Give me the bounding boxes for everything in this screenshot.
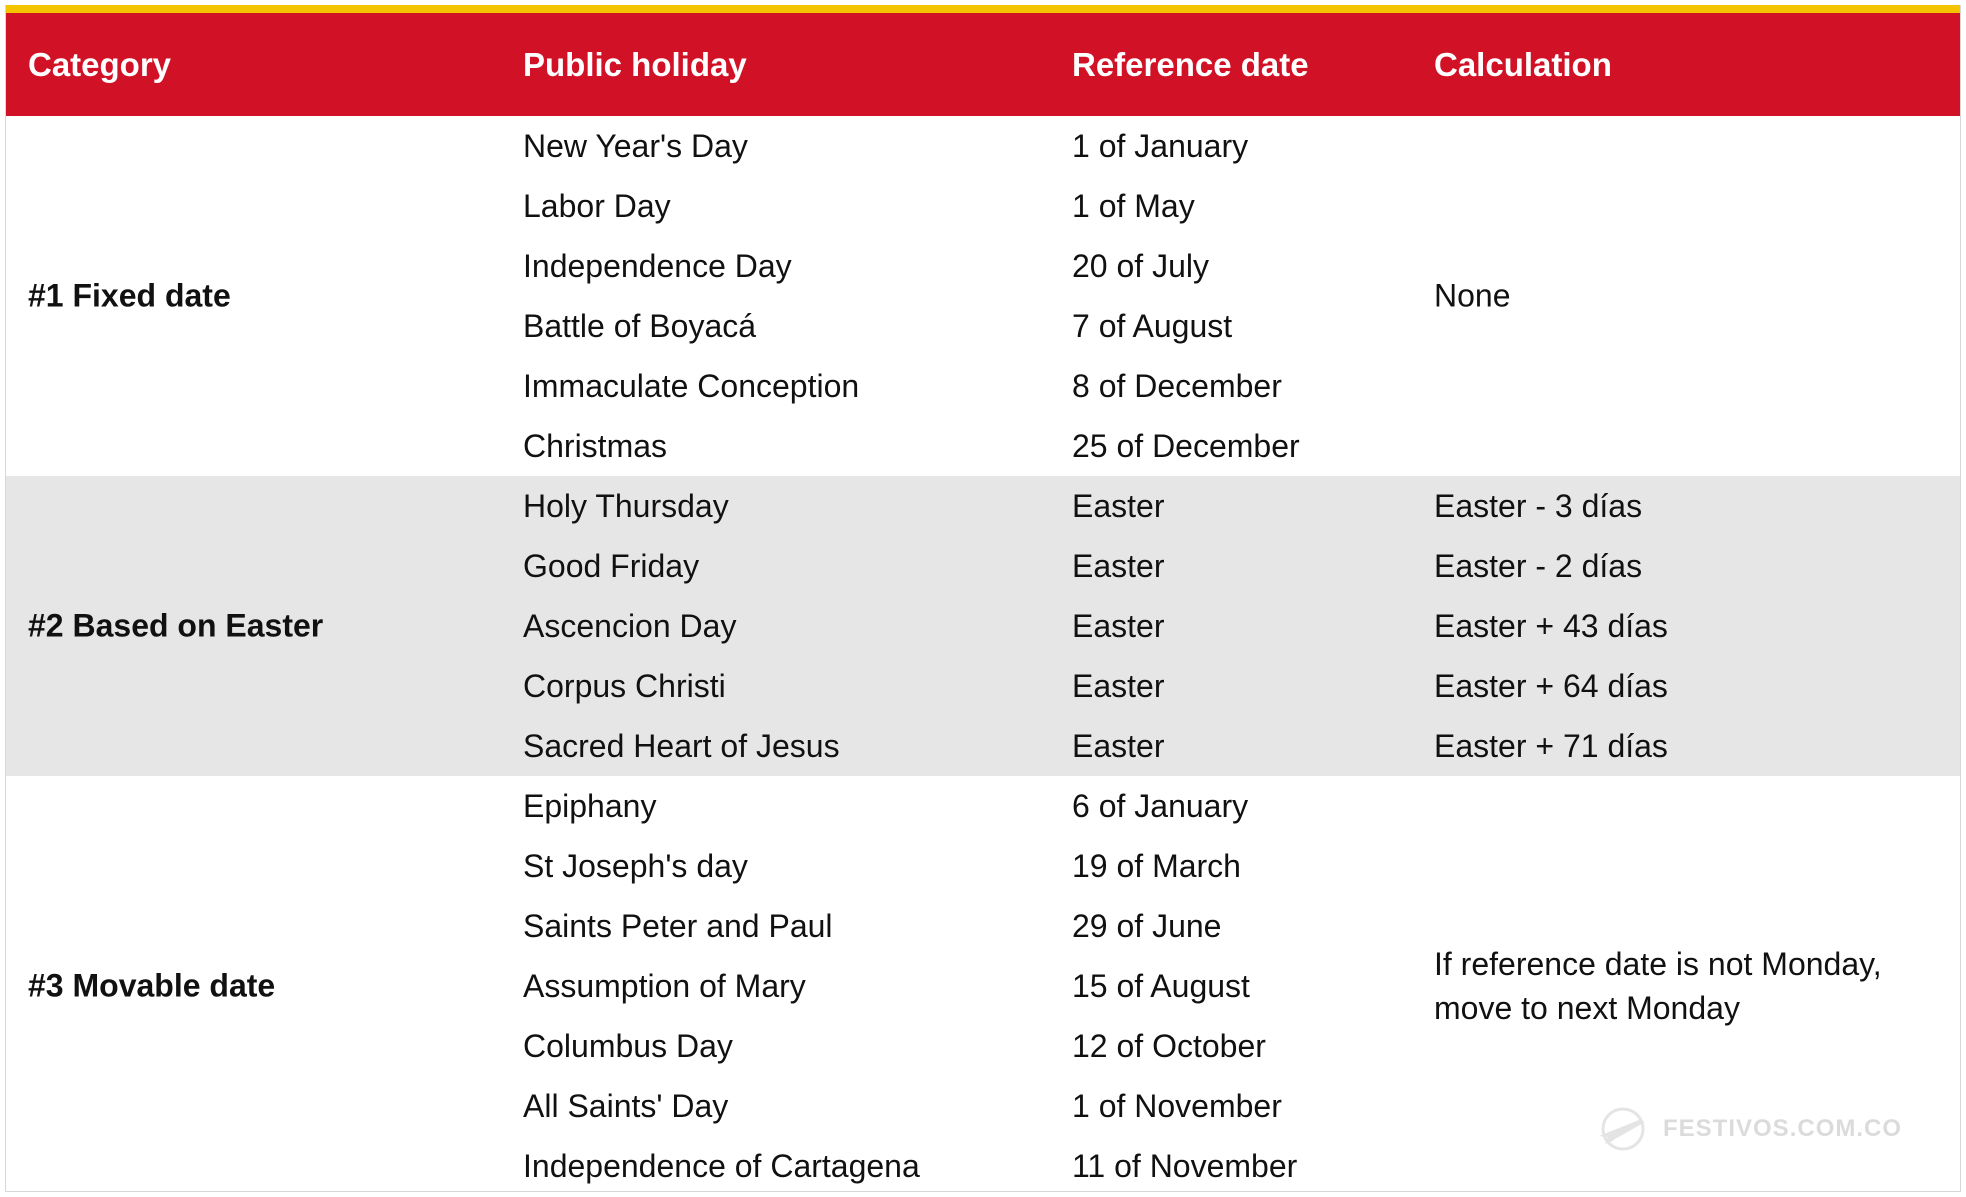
calculation-line: If reference date is not Monday, xyxy=(1434,946,1882,982)
table-row xyxy=(6,956,1960,1016)
holiday-cell: Battle of Boyacá xyxy=(523,308,757,344)
reference-cell: 6 of January xyxy=(1072,788,1249,824)
table-row xyxy=(6,356,1960,416)
header-public-holiday: Public holiday xyxy=(523,46,747,83)
holiday-cell: Immaculate Conception xyxy=(523,368,860,404)
watermark xyxy=(1595,1106,1902,1152)
table-row xyxy=(6,296,1960,356)
table-row xyxy=(6,1016,1960,1076)
holiday-cell: Columbus Day xyxy=(523,1028,733,1064)
accent-bar xyxy=(6,5,1960,13)
holiday-cell: Holy Thursday xyxy=(523,488,729,524)
reference-cell: 25 of December xyxy=(1072,428,1300,464)
holiday-cell: Christmas xyxy=(523,428,668,464)
reference-cell: 8 of December xyxy=(1072,368,1282,404)
calculation-line: move to next Monday xyxy=(1434,990,1740,1026)
calculation-cell: Easter + 71 días xyxy=(1434,728,1668,764)
reference-cell: 20 of July xyxy=(1072,248,1209,284)
calculation-cell: Easter - 2 días xyxy=(1434,548,1643,584)
holiday-cell: Labor Day xyxy=(523,188,671,224)
holiday-cell: Assumption of Mary xyxy=(523,968,806,1004)
holiday-cell: Good Friday xyxy=(523,548,700,584)
reference-cell: Easter xyxy=(1072,668,1165,704)
table-row xyxy=(6,236,1960,296)
reference-cell: Easter xyxy=(1072,548,1165,584)
category-label: #3 Movable date xyxy=(28,967,276,1004)
header-category: Category xyxy=(28,46,172,83)
table-row xyxy=(6,896,1960,956)
header-reference-date: Reference date xyxy=(1072,46,1309,83)
reference-cell: 12 of October xyxy=(1072,1028,1266,1064)
holiday-cell: St Joseph's day xyxy=(523,848,748,884)
holiday-cell: Corpus Christi xyxy=(523,668,726,704)
table-row xyxy=(6,596,1960,656)
calculation-cell: Easter + 64 días xyxy=(1434,668,1668,704)
reference-cell: 7 of August xyxy=(1072,308,1233,344)
table-row xyxy=(6,776,1960,836)
table-row xyxy=(6,176,1960,236)
calculation-cell: Easter + 43 días xyxy=(1434,608,1668,644)
reference-cell: 19 of March xyxy=(1072,848,1241,884)
plane-logo-icon xyxy=(1595,1106,1651,1152)
holiday-cell: Sacred Heart of Jesus xyxy=(523,728,840,764)
category-label: #2 Based on Easter xyxy=(28,607,324,644)
table-row xyxy=(6,476,1960,536)
table-row xyxy=(6,716,1960,776)
group-based-on-easter xyxy=(6,476,1960,776)
table-row xyxy=(6,416,1960,476)
group-fixed-date xyxy=(6,116,1960,476)
reference-cell: 1 of November xyxy=(1072,1088,1282,1124)
table-row xyxy=(6,836,1960,896)
calculation-cell: None xyxy=(1434,277,1511,314)
calculation-cell: Easter - 3 días xyxy=(1434,488,1643,524)
reference-cell: 15 of August xyxy=(1072,968,1250,1004)
holiday-cell: Epiphany xyxy=(523,788,657,824)
reference-cell: Easter xyxy=(1072,728,1165,764)
table-header xyxy=(6,13,1960,116)
category-label: #1 Fixed date xyxy=(28,277,231,314)
header-calculation: Calculation xyxy=(1434,46,1612,83)
holiday-cell: Saints Peter and Paul xyxy=(523,908,833,944)
holiday-cell: All Saints' Day xyxy=(523,1088,729,1124)
reference-cell: 11 of November xyxy=(1072,1148,1298,1184)
holiday-cell: Ascencion Day xyxy=(523,608,737,644)
reference-cell: Easter xyxy=(1072,488,1165,524)
holiday-table xyxy=(5,5,1961,1192)
table-row xyxy=(6,116,1960,176)
table-row xyxy=(6,536,1960,596)
reference-cell: 1 of January xyxy=(1072,128,1249,164)
watermark-text: FESTIVOS.COM.CO xyxy=(1663,1115,1903,1142)
holiday-cell: New Year's Day xyxy=(523,128,748,164)
reference-cell: Easter xyxy=(1072,608,1165,644)
table-row xyxy=(6,656,1960,716)
reference-cell: 1 of May xyxy=(1072,188,1195,224)
holiday-cell: Independence of Cartagena xyxy=(523,1148,920,1184)
reference-cell: 29 of June xyxy=(1072,908,1222,944)
holiday-cell: Independence Day xyxy=(523,248,792,284)
